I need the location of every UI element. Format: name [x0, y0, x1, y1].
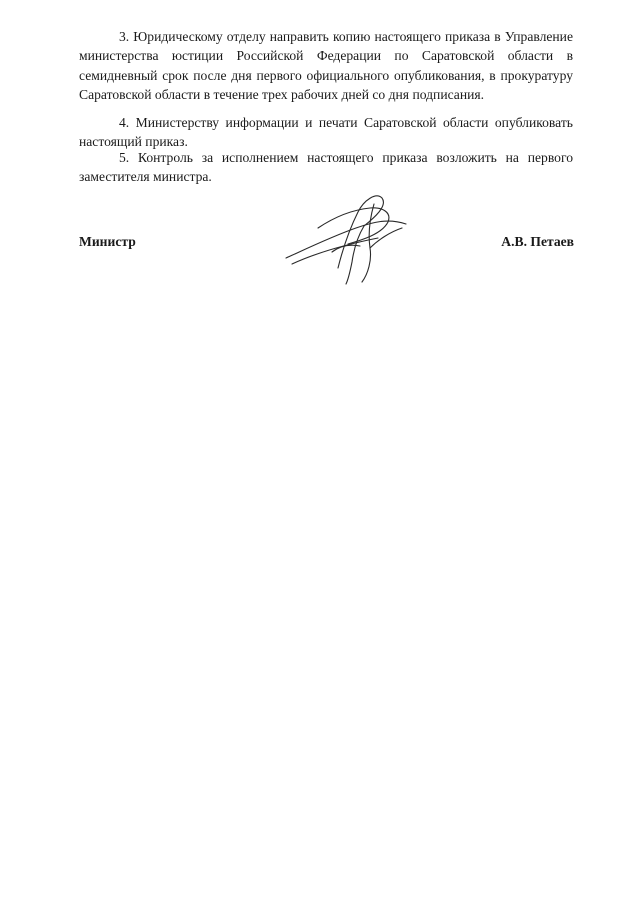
- signatory-name: А.В. Петаев: [501, 234, 574, 249]
- signatory-title: Министр: [79, 234, 136, 249]
- paragraph-5: 5. Контроль за исполнением настоящего приказа возложить на первого заместителя министра.: [79, 150, 573, 185]
- paragraph-4: 4. Министерству информации и печати Саратовской области опубликовать настоящий приказ.: [79, 115, 573, 150]
- handwritten-signature: [278, 188, 418, 288]
- paragraph-3: 3. Юридическому отделу направить копию настоящего приказа в Управление министерства юстиции Российской Федерации по Саратовской области в семидневный срок после дня первого официального опубликования, в прокуратуру Саратовской области в течение трех рабочих дней со дня подписания.: [79, 29, 573, 102]
